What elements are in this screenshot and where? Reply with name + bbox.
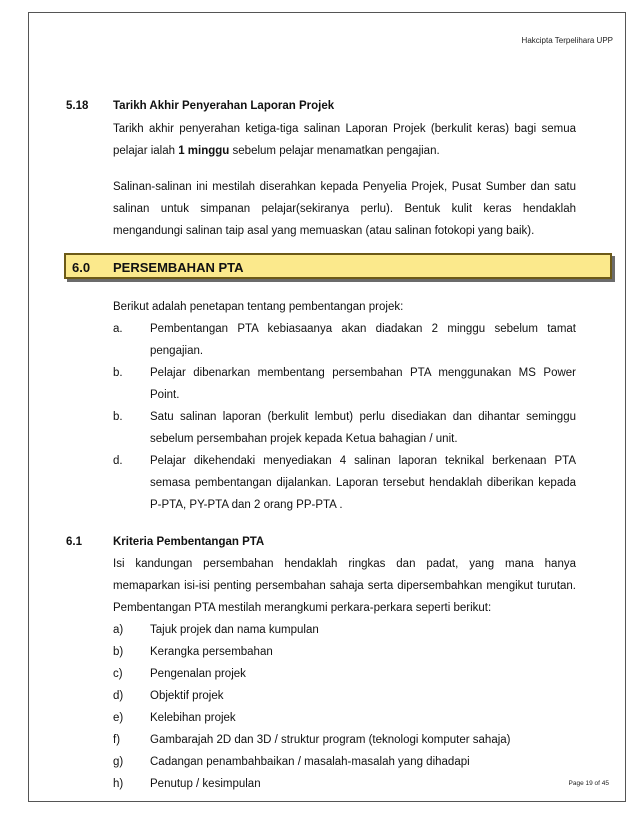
list-marker: a. [113,323,123,335]
list-item-line: sebelum persembahan projek kepada Ketua bahagian / unit. [150,433,458,445]
list-item: Penutup / kesimpulan [150,778,261,790]
list-item: Gambarajah 2D dan 3D / struktur program (teknologi komputer sahaja) [150,734,511,746]
list-item: Kerangka persembahan [150,646,273,658]
list-item-line: Pembentangan PTA kebiasaanya akan diadakan 2 minggu sebelum tamat [150,323,576,335]
section-5-18-p1-line2: pelajar ialah 1 minggu sebelum pelajar menamatkan pengajian. [113,145,440,157]
section-6-1-p1-line2: memaparkan isi-isi penting persembahan sahaja serta dipersembahkan mengikut turutan. [113,580,576,592]
list-item: Kelebihan projek [150,712,236,724]
list-item-line: pengajian. [150,345,204,357]
section-6-0-heading-banner [64,253,612,279]
list-item-line: Pelajar dibenarkan membentang persembahan PTA menggunakan MS Power [150,367,576,379]
section-6-1-p1-line1: Isi kandungan persembahan hendaklah ringkas dan padat, yang mana hanya [113,558,576,570]
section-5-18-p1-line1: Tarikh akhir penyerahan ketiga-tiga salinan Laporan Projek (berkulit keras) bagi semua [113,123,576,135]
list-marker: g) [113,756,124,768]
list-marker: b) [113,646,124,658]
list-marker: d) [113,690,124,702]
list-marker: f) [113,734,121,746]
list-marker: e) [113,712,124,724]
section-6-0-title: PERSEMBAHAN PTA [113,260,244,275]
section-5-18-p2-line1: Salinan-salinan ini mestilah diserahkan kepada Penyelia Projek, Pusat Sumber dan satu [113,181,576,193]
list-marker: c) [113,668,123,680]
section-5-18-p2-line3: mengandungi salinan taip asal yang memuaskan (atau salinan fotokopi yang baik). [113,225,535,237]
list-marker: h) [113,778,124,790]
list-item: Tajuk projek dan nama kumpulan [150,624,319,636]
list-marker: a) [113,624,124,636]
section-6-1-title: Kriteria Pembentangan PTA [113,536,265,548]
section-6-1-p1-line3: Pembentangan PTA mestilah merangkumi perkara-perkara seperti berikut: [113,602,492,614]
section-5-18-p2-line2: salinan untuk simpanan pelajar(sekiranya perlu). Bentuk kulit keras hendaklah [113,203,576,215]
list-item: Objektif projek [150,690,224,702]
list-marker: b. [113,411,123,423]
deadline-emphasis: 1 minggu [178,145,230,157]
list-item-line: P-PTA, PY-PTA dan 2 orang PP-PTA . [150,499,343,511]
section-6-1-number: 6.1 [66,536,82,548]
list-item: Pengenalan projek [150,668,246,680]
list-item: Cadangan penambahbaikan / masalah-masalah yang dihadapi [150,756,470,768]
page-number: Page 19 of 45 [568,780,609,787]
copyright-notice: Hakcipta Terpelihara UPP [521,36,613,45]
section-5-18-number: 5.18 [66,100,89,112]
section-6-0-intro: Berikut adalah penetapan tentang pembentangan projek: [113,301,404,313]
list-item-line: Pelajar dikehendaki menyediakan 4 salinan laporan teknikal berkenaan PTA [150,455,576,467]
section-6-0-number: 6.0 [72,260,91,275]
section-5-18-title: Tarikh Akhir Penyerahan Laporan Projek [113,100,335,112]
list-marker: b. [113,367,123,379]
list-item-line: semasa pembentangan dijalankan. Laporan tersebut hendaklah diberikan kepada [150,477,576,489]
page-frame [28,12,626,802]
list-marker: d. [113,455,123,467]
list-item-line: Satu salinan laporan (berkulit lembut) perlu disediakan dan dihantar seminggu [150,411,576,423]
list-item-line: Point. [150,389,180,401]
